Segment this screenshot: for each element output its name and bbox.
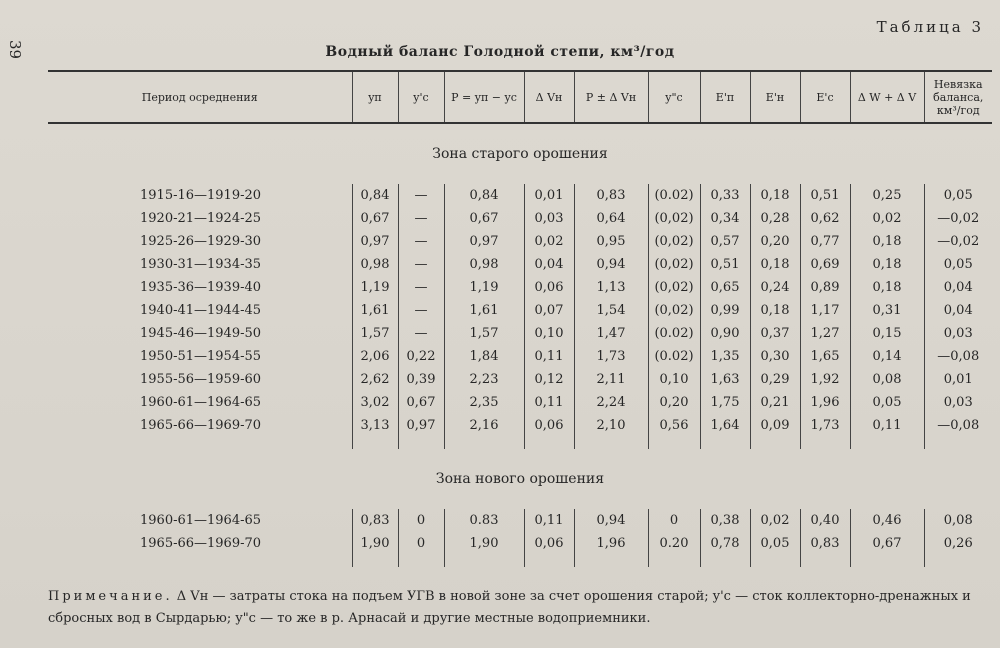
value-cell: 0,56 <box>648 414 700 437</box>
value-cell: 0,90 <box>700 322 750 345</box>
value-cell: 0,34 <box>700 207 750 230</box>
value-cell: 0,03 <box>924 322 992 345</box>
value-cell: 0,11 <box>524 391 574 414</box>
value-cell: 0,83 <box>352 509 398 532</box>
value-cell: 2,16 <box>444 414 524 437</box>
value-cell: 0,02 <box>750 509 800 532</box>
value-cell: 1,63 <box>700 368 750 391</box>
value-cell: 0,83 <box>574 184 648 207</box>
period-cell: 1960-61—1964-65 <box>140 513 262 528</box>
value-cell: 0,11 <box>524 509 574 532</box>
value-cell: 0,18 <box>750 299 800 322</box>
value-cell: — <box>398 184 444 207</box>
value-cell: 2,62 <box>352 368 398 391</box>
header-cell: P = yп − yс <box>444 71 524 123</box>
header-cell: y"с <box>648 71 700 123</box>
spacer-cell <box>352 555 398 567</box>
footnote-text: Δ Vн — затраты стока на подъем УГВ в новой зоне за счет орошения старой; y'с — сток коллекторно-дренажных и сбросных вод в Сырдарью; y"с — то же в р. Арнасай и другие местные водоприемники. <box>48 589 971 626</box>
value-cell: 0,67 <box>398 391 444 414</box>
footnote-label: Примечание. <box>48 589 173 604</box>
value-cell: 0,29 <box>750 368 800 391</box>
value-cell: 0,08 <box>924 509 992 532</box>
value-cell: — <box>398 276 444 299</box>
value-cell: 0,06 <box>524 414 574 437</box>
water-balance-table <box>48 70 992 567</box>
table-row <box>48 276 992 299</box>
header-cell: Δ Vн <box>524 71 574 123</box>
value-cell: 1,84 <box>444 345 524 368</box>
spacer-cell <box>48 555 352 567</box>
header-row <box>48 71 992 123</box>
value-cell: 3,02 <box>352 391 398 414</box>
value-cell: 0,03 <box>924 391 992 414</box>
header-cell: E'п <box>700 71 750 123</box>
table-row <box>48 253 992 276</box>
value-cell: 0,04 <box>924 276 992 299</box>
value-cell: 0,04 <box>524 253 574 276</box>
table-row <box>48 414 992 437</box>
table-row <box>48 207 992 230</box>
value-cell: 0,83 <box>800 532 850 555</box>
spacer-cell <box>750 437 800 449</box>
spacer-cell <box>700 555 750 567</box>
value-cell: (0.02) <box>648 345 700 368</box>
value-cell: 0,22 <box>398 345 444 368</box>
value-cell: 1,96 <box>574 532 648 555</box>
value-cell: 0,38 <box>700 509 750 532</box>
value-cell: 0,95 <box>574 230 648 253</box>
value-cell: 0,18 <box>850 253 924 276</box>
value-cell: 0,67 <box>850 532 924 555</box>
value-cell: 0,11 <box>850 414 924 437</box>
value-cell: 0,10 <box>648 368 700 391</box>
value-cell: — <box>398 207 444 230</box>
value-cell: 0,20 <box>648 391 700 414</box>
value-cell: 2,10 <box>574 414 648 437</box>
table-row <box>48 532 992 555</box>
value-cell: 0,05 <box>750 532 800 555</box>
page-number: 39 <box>6 40 24 60</box>
period-cell: 1930-31—1934-35 <box>140 257 262 272</box>
value-cell: 0,21 <box>750 391 800 414</box>
value-cell: 0,65 <box>700 276 750 299</box>
value-cell: 0,18 <box>750 253 800 276</box>
value-cell: 1,96 <box>800 391 850 414</box>
table-caption: Водный баланс Голодной степи, км³/год <box>325 44 675 60</box>
value-cell: 0,62 <box>800 207 850 230</box>
spacer-cell <box>398 437 444 449</box>
value-cell: 0 <box>648 509 700 532</box>
spacer-cell <box>700 437 750 449</box>
value-cell: 0,89 <box>800 276 850 299</box>
value-cell: 1,47 <box>574 322 648 345</box>
value-cell: 1,75 <box>700 391 750 414</box>
value-cell: 0,20 <box>750 230 800 253</box>
header-cell: E'с <box>800 71 850 123</box>
value-cell: 0,26 <box>924 532 992 555</box>
spacer-cell <box>524 555 574 567</box>
period-cell: 1960-61—1964-65 <box>140 395 262 410</box>
value-cell: 2,11 <box>574 368 648 391</box>
value-cell: 0,18 <box>750 184 800 207</box>
value-cell: 0,99 <box>700 299 750 322</box>
value-cell: 0,78 <box>700 532 750 555</box>
value-cell: 2,35 <box>444 391 524 414</box>
zone-heading-row <box>48 123 992 184</box>
value-cell: 0,84 <box>352 184 398 207</box>
spacer-cell <box>352 437 398 449</box>
table-row <box>48 345 992 368</box>
value-cell: 1,73 <box>574 345 648 368</box>
value-cell: 1,92 <box>800 368 850 391</box>
value-cell: 0,15 <box>850 322 924 345</box>
value-cell: 0,04 <box>924 299 992 322</box>
value-cell: 0,94 <box>574 253 648 276</box>
value-cell: 1,27 <box>800 322 850 345</box>
spacer-cell <box>850 555 924 567</box>
spacer-row <box>48 555 992 567</box>
value-cell: 0,03 <box>524 207 574 230</box>
table-row <box>48 509 992 532</box>
table-row <box>48 184 992 207</box>
value-cell: —0,02 <box>924 207 992 230</box>
value-cell: 0,02 <box>850 207 924 230</box>
value-cell: (0.02) <box>648 322 700 345</box>
value-cell: 0,14 <box>850 345 924 368</box>
value-cell: 0,31 <box>850 299 924 322</box>
spacer-cell <box>574 555 648 567</box>
value-cell: 0,67 <box>444 207 524 230</box>
period-cell: 1945-46—1949-50 <box>140 326 262 341</box>
spacer-cell <box>648 555 700 567</box>
value-cell: 2,24 <box>574 391 648 414</box>
header-cell: Период осреднения <box>48 71 352 123</box>
spacer-cell <box>444 555 524 567</box>
value-cell: 0,01 <box>524 184 574 207</box>
spacer-cell <box>924 437 992 449</box>
value-cell: 1,90 <box>352 532 398 555</box>
value-cell: 1,61 <box>444 299 524 322</box>
value-cell: 0,06 <box>524 276 574 299</box>
value-cell: 0,10 <box>524 322 574 345</box>
spacer-cell <box>48 437 352 449</box>
value-cell: — <box>398 322 444 345</box>
value-cell: —0,08 <box>924 345 992 368</box>
value-cell: 0,57 <box>700 230 750 253</box>
period-cell: 1955-56—1959-60 <box>140 372 262 387</box>
value-cell: (0,02) <box>648 276 700 299</box>
value-cell: 0,51 <box>700 253 750 276</box>
period-cell: 1915-16—1919-20 <box>140 188 262 203</box>
value-cell: 0,11 <box>524 345 574 368</box>
value-cell: 0,12 <box>524 368 574 391</box>
value-cell: 0,25 <box>850 184 924 207</box>
period-cell: 1935-36—1939-40 <box>140 280 262 295</box>
value-cell: 0,84 <box>444 184 524 207</box>
value-cell: 1,35 <box>700 345 750 368</box>
table-row <box>48 322 992 345</box>
value-cell: 0,05 <box>924 184 992 207</box>
value-cell: 1,64 <box>700 414 750 437</box>
spacer-row <box>48 437 992 449</box>
period-cell: 1965-66—1969-70 <box>140 418 262 433</box>
value-cell: 0,01 <box>924 368 992 391</box>
value-cell: 0,98 <box>352 253 398 276</box>
value-cell: 0,28 <box>750 207 800 230</box>
value-cell: 0,05 <box>850 391 924 414</box>
table-row <box>48 368 992 391</box>
spacer-cell <box>750 555 800 567</box>
value-cell: 0 <box>398 532 444 555</box>
value-cell: —0,08 <box>924 414 992 437</box>
table-row <box>48 299 992 322</box>
period-cell: 1920-21—1924-25 <box>140 211 262 226</box>
spacer-cell <box>800 555 850 567</box>
value-cell: 0,39 <box>398 368 444 391</box>
value-cell: 0,30 <box>750 345 800 368</box>
value-cell: — <box>398 253 444 276</box>
header-cell: Невязка баланса, км³/год <box>924 71 992 123</box>
value-cell: 0,24 <box>750 276 800 299</box>
value-cell: 1,61 <box>352 299 398 322</box>
spacer-cell <box>800 437 850 449</box>
value-cell: (0.02) <box>648 184 700 207</box>
value-cell: 0,18 <box>850 276 924 299</box>
spacer-cell <box>524 437 574 449</box>
period-cell: 1940-41—1944-45 <box>140 303 262 318</box>
value-cell: 1,17 <box>800 299 850 322</box>
value-cell: 0,69 <box>800 253 850 276</box>
period-cell: 1965-66—1969-70 <box>140 536 262 551</box>
value-cell: 0,97 <box>398 414 444 437</box>
value-cell: 0,97 <box>352 230 398 253</box>
value-cell: 0,37 <box>750 322 800 345</box>
value-cell: (0,02) <box>648 253 700 276</box>
value-cell: 0,64 <box>574 207 648 230</box>
value-cell: 0,05 <box>924 253 992 276</box>
header-cell: Δ W + Δ V <box>850 71 924 123</box>
table-row <box>48 230 992 253</box>
header-cell: yп <box>352 71 398 123</box>
value-cell: 1,90 <box>444 532 524 555</box>
value-cell: 1,57 <box>352 322 398 345</box>
header-cell: y'с <box>398 71 444 123</box>
spacer-cell <box>574 437 648 449</box>
value-cell: 0,67 <box>352 207 398 230</box>
spacer-cell <box>850 437 924 449</box>
value-cell: 0,18 <box>850 230 924 253</box>
value-cell: 1,73 <box>800 414 850 437</box>
value-cell: (0,02) <box>648 230 700 253</box>
value-cell: 1,13 <box>574 276 648 299</box>
value-cell: 2,06 <box>352 345 398 368</box>
spacer-cell <box>924 555 992 567</box>
value-cell: —0,02 <box>924 230 992 253</box>
value-cell: 0,40 <box>800 509 850 532</box>
table-row <box>48 391 992 414</box>
value-cell: 1,57 <box>444 322 524 345</box>
value-cell: 0,77 <box>800 230 850 253</box>
value-cell: 0,94 <box>574 509 648 532</box>
value-cell: 0,51 <box>800 184 850 207</box>
spacer-cell <box>398 555 444 567</box>
value-cell: 0 <box>398 509 444 532</box>
table-number: Таблица 3 <box>876 18 984 36</box>
value-cell: (0,02) <box>648 207 700 230</box>
zone-heading-row <box>48 449 992 509</box>
spacer-cell <box>444 437 524 449</box>
period-cell: 1925-26—1929-30 <box>140 234 262 249</box>
value-cell: 0,07 <box>524 299 574 322</box>
value-cell: — <box>398 230 444 253</box>
value-cell: 0,08 <box>850 368 924 391</box>
value-cell: 0,06 <box>524 532 574 555</box>
value-cell: 0,98 <box>444 253 524 276</box>
value-cell: 1,65 <box>800 345 850 368</box>
value-cell: 1,19 <box>352 276 398 299</box>
value-cell: 1,19 <box>444 276 524 299</box>
value-cell: 1,54 <box>574 299 648 322</box>
value-cell: — <box>398 299 444 322</box>
value-cell: (0,02) <box>648 299 700 322</box>
footnote <box>48 586 992 630</box>
value-cell: 0,97 <box>444 230 524 253</box>
value-cell: 0,46 <box>850 509 924 532</box>
value-cell: 0.83 <box>444 509 524 532</box>
value-cell: 2,23 <box>444 368 524 391</box>
zone-title: Зона нового орошения <box>435 471 605 487</box>
spacer-cell <box>648 437 700 449</box>
value-cell: 3,13 <box>352 414 398 437</box>
value-cell: 0,33 <box>700 184 750 207</box>
value-cell: 0,09 <box>750 414 800 437</box>
value-cell: 0.20 <box>648 532 700 555</box>
value-cell: 0,02 <box>524 230 574 253</box>
period-cell: 1950-51—1954-55 <box>140 349 262 364</box>
header-cell: E'н <box>750 71 800 123</box>
zone-title: Зона старого орошения <box>432 146 608 162</box>
header-cell: P ± Δ Vн <box>574 71 648 123</box>
